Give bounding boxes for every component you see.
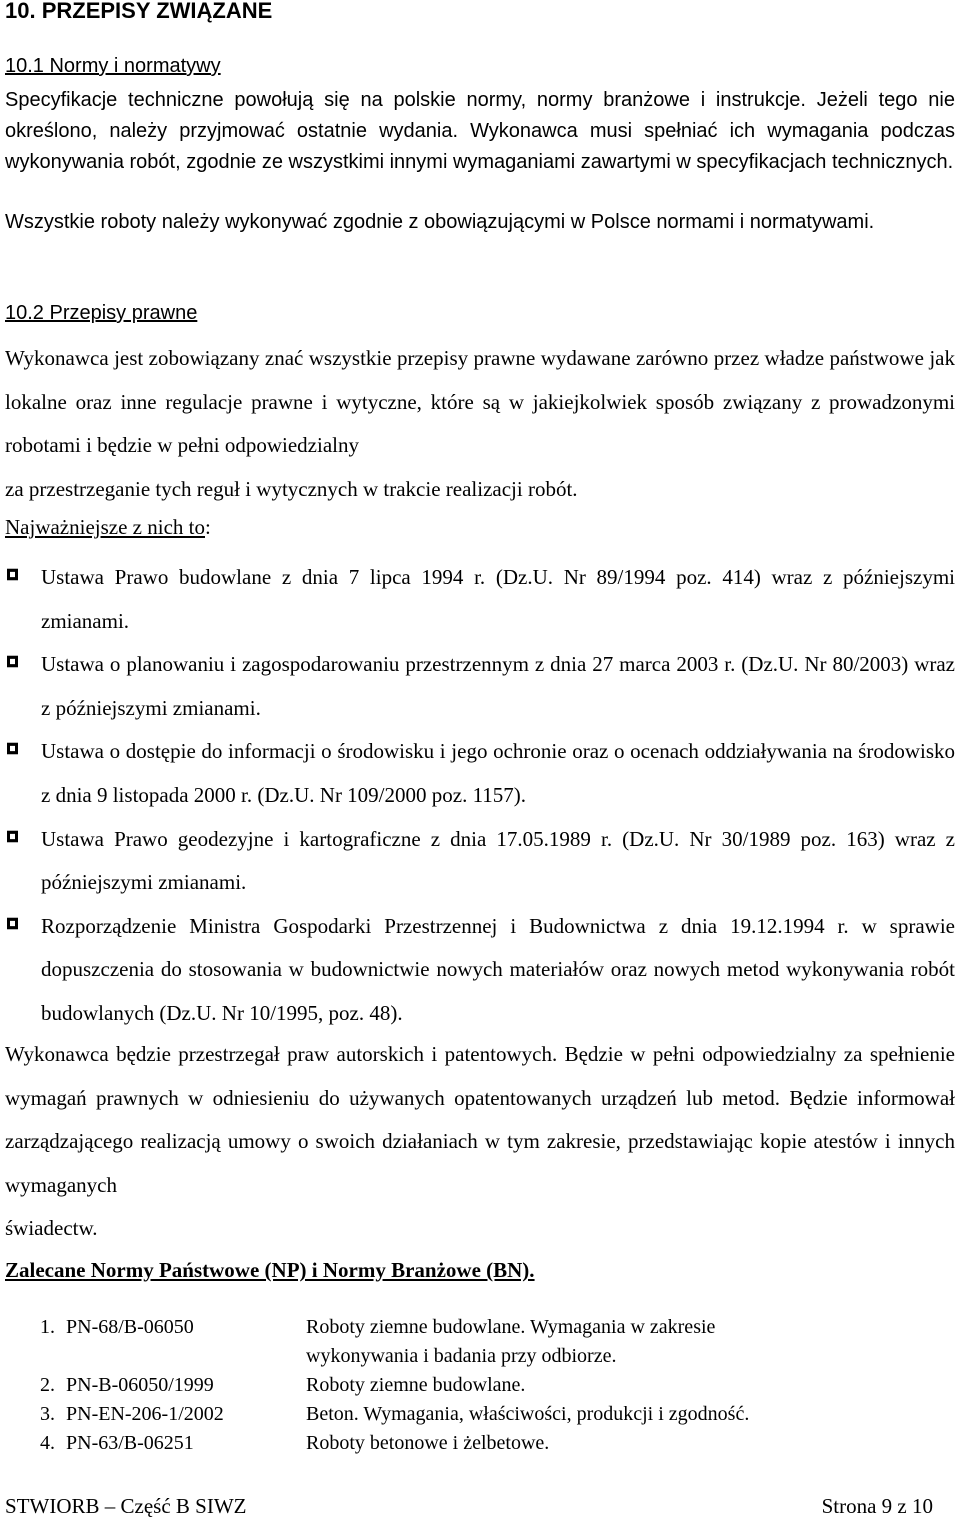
law-text: Ustawa Prawo geodezyjne i kartograficzne z dnia 17.05.1989 r. (Dz.U. Nr 30/1989 poz. 163) wraz z późniejszymi zmianami. <box>41 826 955 895</box>
norm-description <box>306 1313 906 1371</box>
law-text: Ustawa Prawo budowlane z dnia 7 lipca 1994 r. (Dz.U. Nr 89/1994 poz. 414) wraz z późniejszymi zmianami. <box>41 565 955 633</box>
norm-description: Beton. Wymagania, właściwości, produkcji i zgodność. <box>306 1403 750 1425</box>
page-heading: 10. PRZEPISY ZWIĄZANE <box>5 0 273 23</box>
laws-subheading-colon: : <box>205 515 211 539</box>
section-10-2-paragraph-1-text: Wykonawca jest zobowiązany znać wszystkie przepisy prawne wydawane zarówno przez władze państwowe jak lokalne oraz inne regulacje prawne i wytyczne, które są w jakiejkolwiek sposób związany z prowadzonymi robotami i będzie w pełni odpowiedzialny <box>5 346 955 458</box>
norm-code: PN-EN-206-1/2002 <box>66 1403 224 1425</box>
norm-number: 3. <box>40 1403 55 1425</box>
norm-code: PN-63/B-06251 <box>66 1432 194 1454</box>
section-10-2-paragraph-2-tail: świadectw. <box>5 1216 98 1241</box>
list-item <box>0 730 955 817</box>
law-text: Rozporządzenie Ministra Gospodarki Przestrzennej i Budownictwa z dnia 19.12.1994 r. w sprawie dopuszczenia do stosowania w budownictwie nowych materiałów oraz nowych metod wykonywania robót budowlanych (Dz.U. Nr 10/1995, poz. 48). <box>41 913 955 1025</box>
laws-list <box>0 556 960 1036</box>
norm-description-line-1: Roboty ziemne budowlane. Wymagania w zakresie <box>306 1316 716 1338</box>
list-item <box>0 818 955 905</box>
norm-description: Roboty ziemne budowlane. <box>306 1374 526 1396</box>
table-row <box>40 1371 906 1400</box>
norm-code: PN-68/B-06050 <box>66 1316 194 1338</box>
section-10-1-paragraph-1: Specyfikacje techniczne powołują się na polskie normy, normy branżowe i instrukcje. Jeżeli tego nie określono, należy przyjmować ostatnie wydania. Wykonawca musi spełniać ich wymagania podczas wykonywania robót, zgodnie ze wszystkimi innymi wymaganiami zawartymi w specyfikacjach technicznych. <box>5 89 955 173</box>
laws-subheading-text: Najważniejsze z nich to <box>5 515 205 539</box>
norms-table <box>40 1313 906 1458</box>
norm-description-line-2: wykonywania i badania przy odbiorze. <box>306 1345 617 1367</box>
square-bullet-icon <box>7 917 18 929</box>
section-10-1-paragraph-2: Wszystkie roboty należy wykonywać zgodnie z obowiązującymi w Polsce normami i normatywami. <box>5 211 875 233</box>
table-row <box>40 1313 906 1371</box>
list-item <box>0 905 955 1036</box>
square-bullet-icon <box>7 656 18 668</box>
norm-description: Roboty betonowe i żelbetowe. <box>306 1432 550 1454</box>
section-10-1-title: 10.1 Normy i normatywy <box>5 55 221 77</box>
square-bullet-icon <box>7 569 18 581</box>
laws-subheading <box>5 515 211 540</box>
section-10-2-paragraph-2-text: Wykonawca będzie przestrzegał praw autorskich i patentowych. Będzie w pełni odpowiedzialny za spełnienie wymagań prawnych w odniesieniu do używanych opatentowanych urządzeń lub metod. Będzie informował zarządzającego realizacją umowy o swoich działaniach w tym zakresie, przedstawiając kopie atestów i innych wymaganych <box>5 1042 955 1197</box>
section-10-2-title: 10.2 Przepisy prawne <box>5 302 198 324</box>
list-item <box>0 556 955 643</box>
norm-number: 1. <box>40 1316 55 1338</box>
norm-code: PN-B-06050/1999 <box>66 1374 214 1396</box>
section-10-2-paragraph-1-tail: za przestrzeganie tych reguł i wytycznych w trakcie realizacji robót. <box>5 476 578 501</box>
law-text: Ustawa o planowaniu i zagospodarowaniu przestrzennym z dnia 27 marca 2003 r. (Dz.U. Nr 80/2003) wraz z późniejszymi zmianami. <box>41 652 955 720</box>
footer-page-number: Strona 9 z 10 <box>821 1494 933 1518</box>
norm-number: 2. <box>40 1374 55 1396</box>
table-row <box>40 1429 906 1458</box>
square-bullet-icon <box>7 743 18 755</box>
norm-number: 4. <box>40 1432 55 1454</box>
law-text: Ustawa o dostępie do informacji o środowisku i jego ochronie oraz o ocenach oddziaływania na środowisko z dnia 9 listopada 2000 r. (Dz.U. Nr 109/2000 poz. 1157). <box>41 739 955 807</box>
section-10-2-paragraph-2 <box>5 1033 955 1251</box>
list-item <box>0 643 955 730</box>
square-bullet-icon <box>7 830 18 842</box>
norms-title: Zalecane Normy Państwowe (NP) i Normy Branżowe (BN). <box>5 1258 535 1282</box>
footer-document-name: STWIORB – Część B SIWZ <box>5 1494 247 1518</box>
section-10-2-paragraph-1 <box>5 337 955 511</box>
table-row <box>40 1400 906 1429</box>
